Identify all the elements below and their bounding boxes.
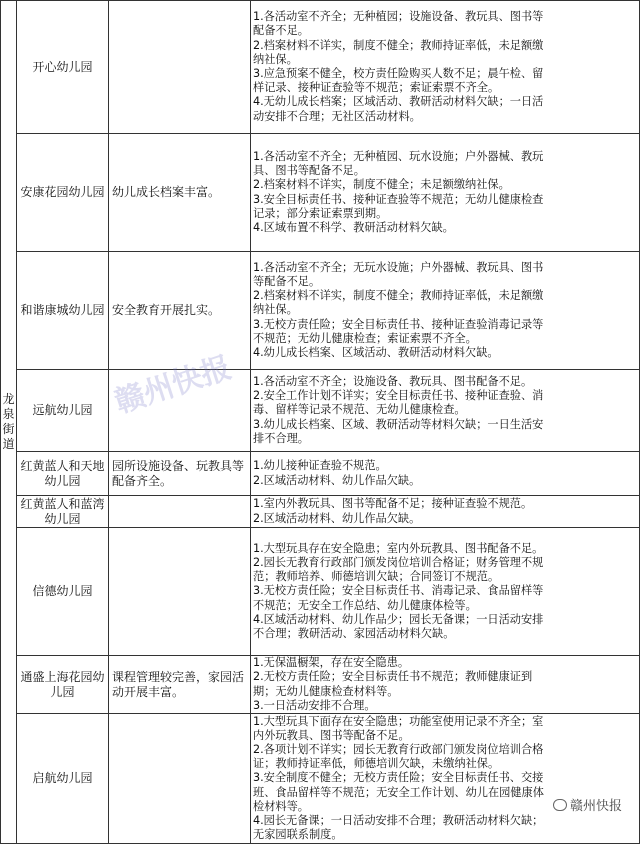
- issue-line: 2.园长无教育行政部门颁发岗位培训合格证；财务管理不规: [253, 555, 544, 569]
- issue-line: 2.安全工作计划不详实；安全目标责任书、接种证查验、消: [253, 389, 544, 403]
- issue-line: 1.室内外教玩具、图书等配备不足；接种证查验不规范。: [253, 497, 533, 511]
- issue-line: 1.幼儿接种证查验不规范。: [253, 459, 387, 473]
- table-row: [1, 714, 640, 844]
- positive-note: [109, 528, 251, 656]
- issue-line: 排不合理。: [253, 431, 309, 445]
- issue-line: 2.各项计划不详实；园长无教育行政部门颁发岗位培训合格: [253, 742, 544, 756]
- kindergarten-name: 通盛上海花园幼儿园: [17, 656, 109, 714]
- issue-line: 2.区域活动材料、幼儿作品欠缺。: [253, 473, 421, 487]
- issue-line: 2.档案材料不详实，制度不健全；教师持证率低，未足额缴: [253, 38, 544, 52]
- kindergarten-name: 开心幼儿园: [17, 1, 109, 134]
- positive-note: [109, 496, 251, 528]
- issue-line: 1.无保温橱架，存在安全隐患。: [253, 656, 410, 670]
- issues-cell: [251, 714, 640, 844]
- issue-line: 1.大型玩具下面存在安全隐患；功能室使用记录不齐全；室: [253, 714, 544, 728]
- issue-line: 1.各活动室不齐全；无种植园、玩水设施；户外器械、教玩: [253, 149, 544, 163]
- issue-line: 等配备不足。: [253, 274, 321, 288]
- kindergarten-name: 远航幼儿园: [17, 370, 109, 452]
- positive-note: [109, 714, 251, 844]
- issue-line: 3.一日活动安排不合理。: [253, 698, 376, 712]
- table-row: [1, 134, 640, 252]
- issue-line: 4.园长无备课；一日活动安排不合理；教研活动材料欠缺；: [253, 814, 544, 827]
- issue-line: 无家园联系制度。: [253, 828, 343, 842]
- issue-line: 2.区域活动材料、幼儿作品欠缺。: [253, 511, 421, 525]
- table-row: [1, 528, 640, 656]
- issue-line: 记录；部分索证索票到期。: [253, 206, 388, 220]
- positive-note: 幼儿成长档案丰富。: [109, 134, 251, 252]
- issue-line: 配备不足。: [253, 24, 309, 38]
- issue-line: 2.档案材料不详实，制度不健全；教师持证率低，未足额缴: [253, 289, 544, 303]
- issue-line: 具、图书等配备不足。: [253, 164, 365, 178]
- positive-note: [109, 370, 251, 452]
- issue-line: 4.区域布置不科学、教研活动材料欠缺。: [253, 220, 454, 234]
- issue-line: 4.无幼儿成长档案；区域活动、教研活动材料欠缺；一日活: [253, 95, 544, 109]
- issues-cell: [251, 1, 640, 134]
- positive-note: 安全教育开展扎实。: [109, 252, 251, 370]
- table-row: [1, 252, 640, 370]
- table-row: [1, 496, 640, 528]
- issue-line: 1.各活动室不齐全；无玩水设施；户外器械、教玩具、图书: [253, 260, 544, 274]
- issues-cell: [251, 656, 640, 714]
- issue-line: 4.区域活动材料、幼儿作品少；园长无备课；一日活动安排: [253, 612, 544, 626]
- issue-line: 3.无校方责任险；安全目标责任书、接种证查验消毒记录等: [253, 317, 544, 331]
- watermark: 赣州快报: [110, 350, 236, 421]
- brand-logo: [549, 794, 626, 815]
- kindergarten-name: 和谐康城幼儿园: [17, 252, 109, 370]
- brand-label: 赣州快报: [569, 799, 622, 814]
- district-label: 龙泉街道: [2, 392, 15, 451]
- issue-line: 不规范；无幼儿健康检查；索证索票不齐全。: [253, 331, 477, 345]
- issue-line: 动安排不合理；无社区活动材料。: [253, 109, 421, 123]
- issue-line: 4.幼儿成长档案、区域活动、教研活动材料欠缺。: [253, 346, 499, 359]
- positive-note: 课程管理较完善，家园活动开展丰富。: [109, 656, 251, 714]
- issue-line: 1.各活动室不齐全；设施设备、教玩具、图书配备不足。: [253, 374, 533, 388]
- table-row: [1, 1, 640, 134]
- issues-cell: [251, 496, 640, 528]
- issue-line: 不规范；无安全工作总结、幼儿健康体检等。: [253, 598, 477, 612]
- issue-line: 班、食品留样等不规范；无安全工作计划、幼儿在园健康体: [253, 785, 544, 799]
- issue-line: 3.应急预案不健全，校方责任险购买人数不足；晨午检、留: [253, 67, 544, 80]
- issue-line: 期；无幼儿健康检查材料等。: [253, 684, 399, 698]
- issue-line: 3.安全制度不健全；无校方责任险；安全目标责任书、交接: [253, 771, 544, 785]
- district-cell: [1, 1, 17, 844]
- table-row: [1, 656, 640, 714]
- issue-line: 1.各活动室不齐全；无种植园；设施设备、教玩具、图书等: [253, 10, 544, 24]
- kindergarten-name: 安康花园幼儿园: [17, 134, 109, 252]
- table-row: [1, 370, 640, 452]
- issue-line: 内外玩教具、图书等配备不足。: [253, 728, 410, 742]
- positive-note: 园所设施设备、玩教具等配备齐全。: [109, 452, 251, 496]
- issues-cell: [251, 528, 640, 656]
- issue-line: 检材料等。: [253, 799, 309, 813]
- kindergarten-name: 信德幼儿园: [17, 528, 109, 656]
- issues-cell: [251, 452, 640, 496]
- issues-cell: [251, 134, 640, 252]
- issue-line: 样记录、接种证查验等不规范；索证索票不齐全。: [253, 81, 500, 95]
- issue-line: 3.安全目标责任书、接种证查验等不规范；无幼儿健康检查: [253, 192, 544, 206]
- kindergarten-name: 启航幼儿园: [17, 714, 109, 844]
- positive-note: [109, 1, 251, 134]
- issue-line: 2.档案材料不详实，制度不健全；未足额缴纳社保。: [253, 178, 510, 192]
- kindergarten-name: 红黄蓝人和天地幼儿园: [17, 452, 109, 496]
- issue-line: 纳社保。: [253, 52, 298, 66]
- table-row: [1, 452, 640, 496]
- issue-line: 毒、留样等记录不规范、无幼儿健康检查。: [253, 403, 466, 417]
- issues-cell: [251, 252, 640, 370]
- issue-line: 证；教师持证率低，师德培训欠缺，未缴纳社保。: [253, 757, 500, 771]
- issue-line: 3.幼儿成长档案、区域、教研活动等材料欠缺；一日生活安: [253, 417, 544, 431]
- issue-line: 不合理；教研活动、家园活动材料欠缺。: [253, 627, 455, 640]
- wechat-icon: [553, 799, 567, 811]
- issue-line: 2.无校方责任险；安全目标责任书不规范；教师健康证到: [253, 670, 533, 684]
- issue-line: 范；教师培养、师德培训欠缺；合同签订不规范。: [253, 570, 500, 584]
- kindergarten-name: 红黄蓝人和蓝湾幼儿园: [17, 496, 109, 528]
- issues-cell: [251, 370, 640, 452]
- issue-line: 3.无校方责任险；安全目标责任书、消毒记录、食品留样等: [253, 584, 544, 598]
- issue-line: 纳社保。: [253, 303, 298, 317]
- issue-line: 1.大型玩具存在安全隐患；室内外玩教具、图书配备不足。: [253, 541, 544, 555]
